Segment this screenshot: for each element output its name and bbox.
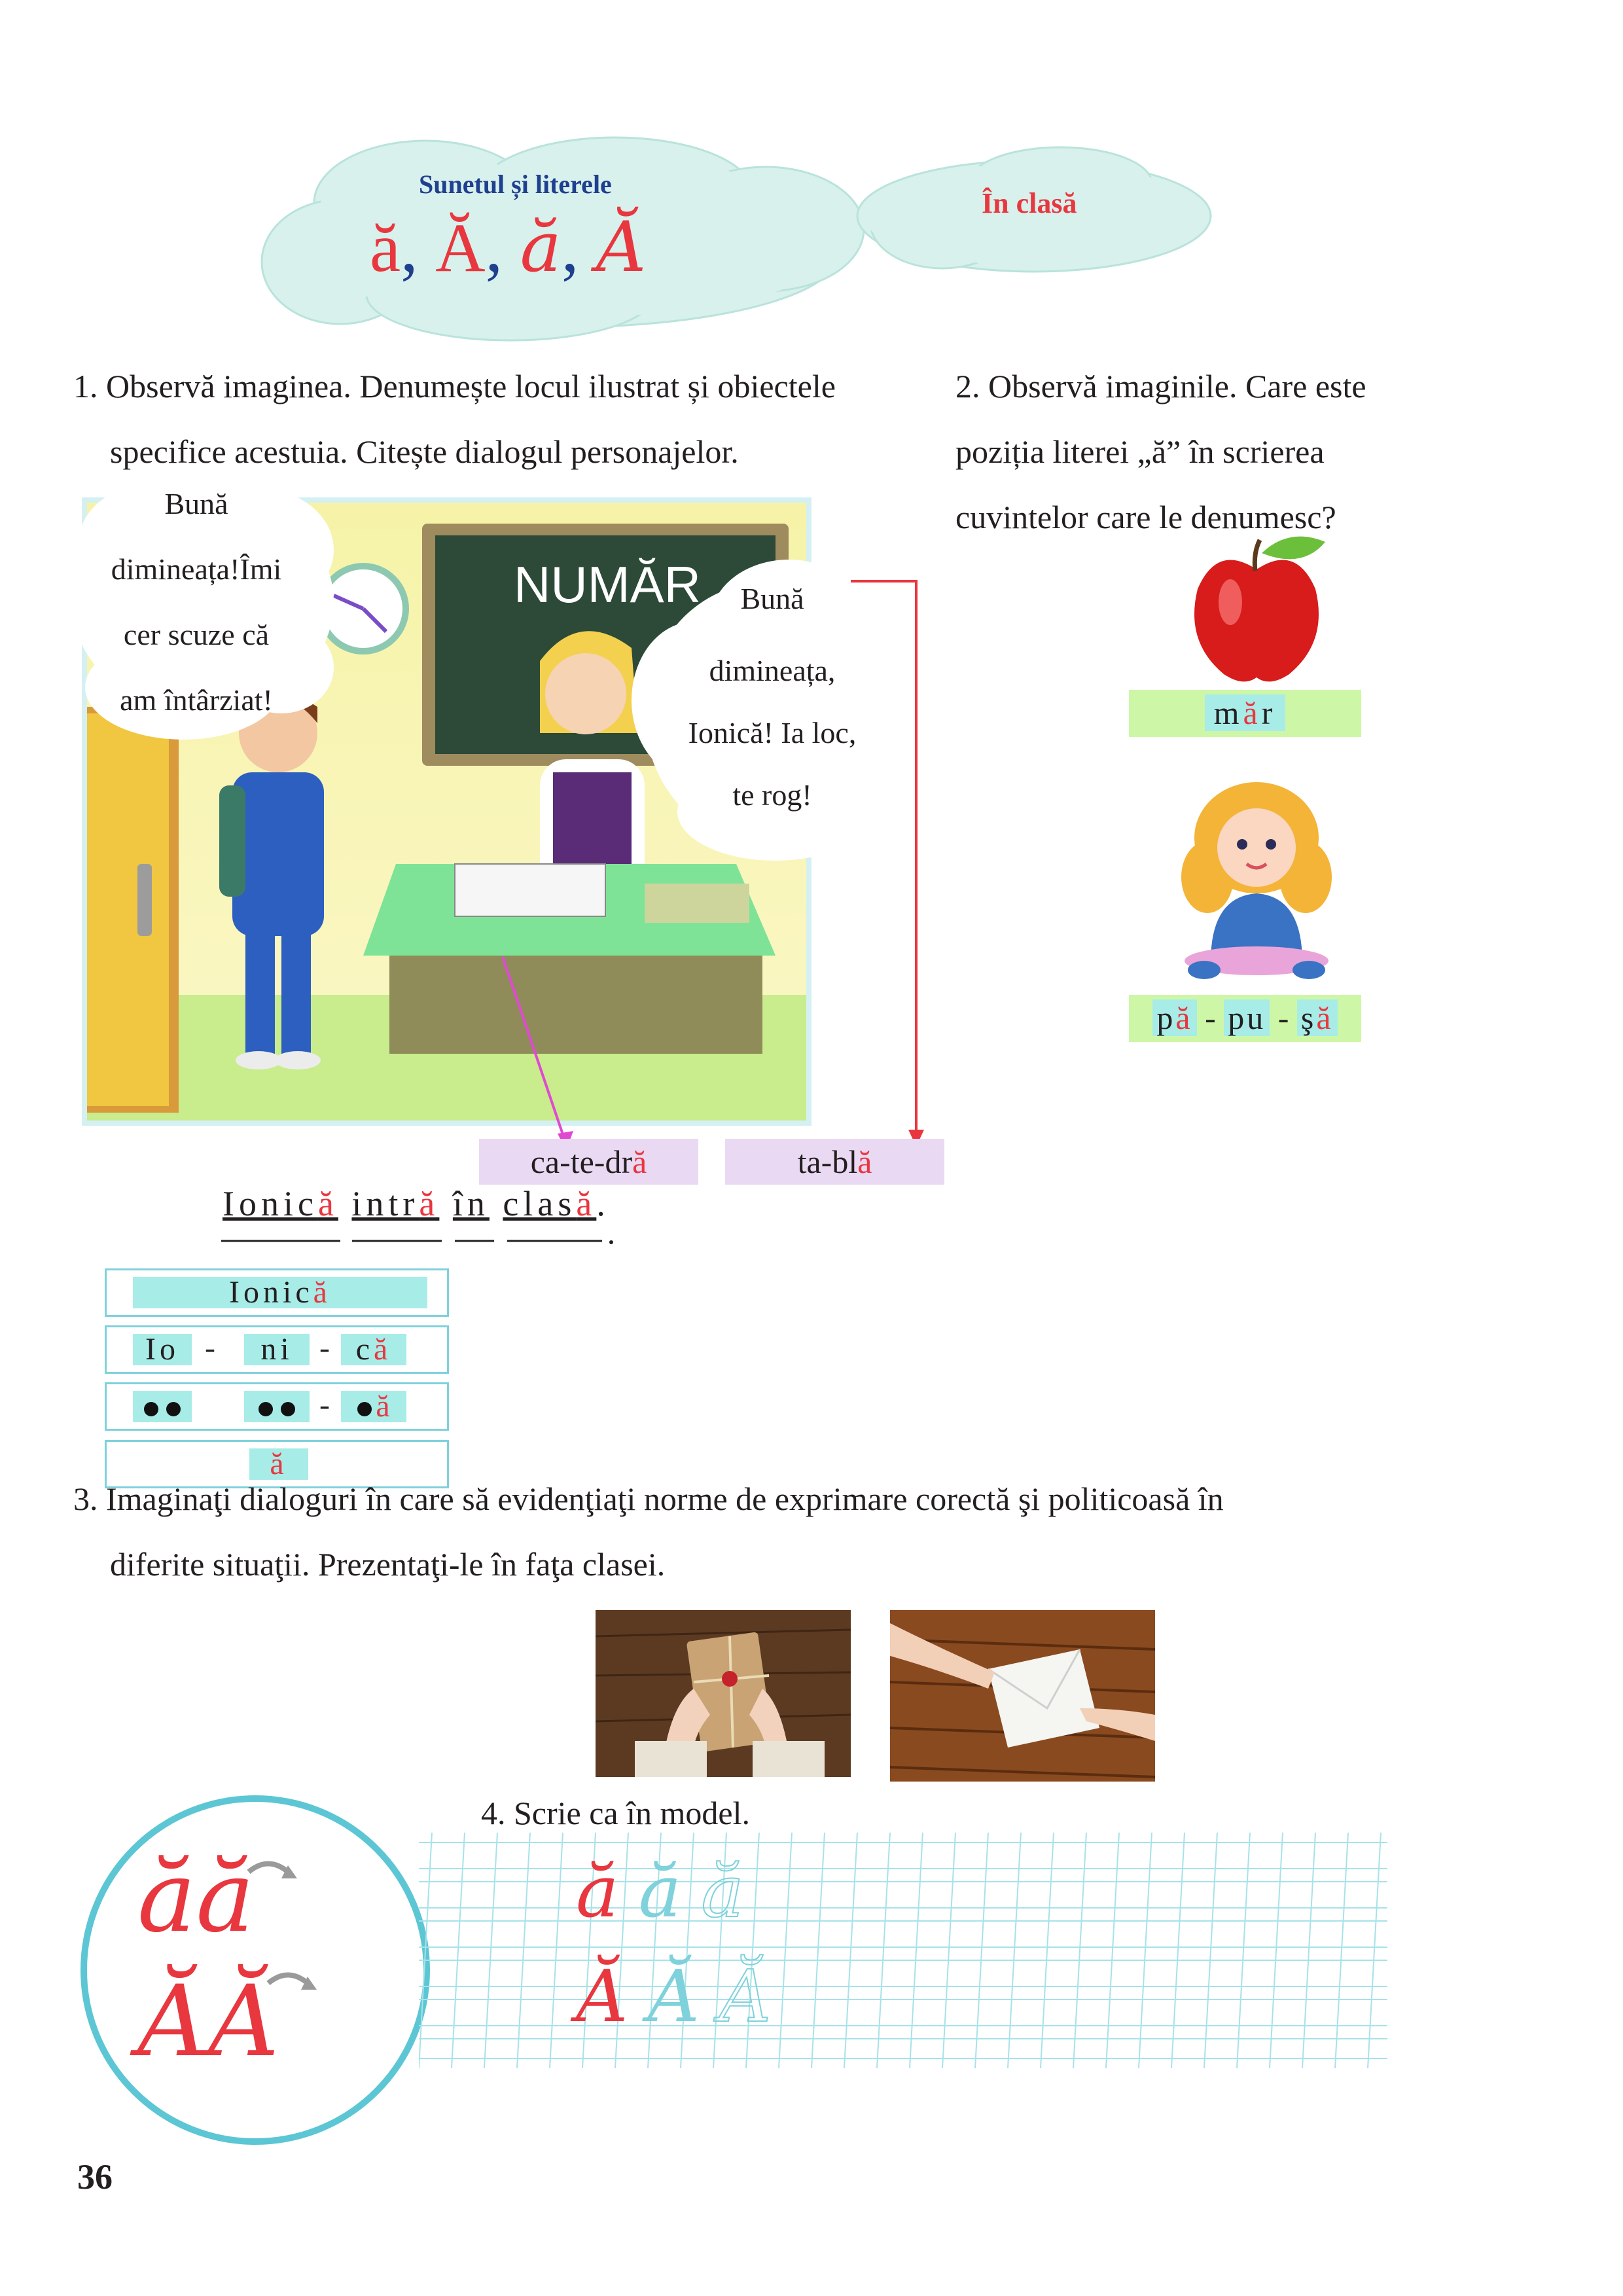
word-mar: măr — [1129, 690, 1361, 737]
letter-script-upper: Ă — [596, 207, 647, 287]
svg-text:ĂĂ: ĂĂ — [137, 1965, 279, 2079]
sound-group-2 — [244, 1391, 310, 1422]
page-number: 36 — [77, 2157, 113, 2197]
task3-line1: 3. Imaginaţi dialoguri în care să evidenţiaţi norme de exprimare corectă şi politicoasă în — [73, 1480, 1224, 1517]
lesson-letters: ă, Ă, ă, Ă — [370, 207, 647, 287]
practice-row-lower — [576, 1852, 764, 1931]
task2-line1: 2. Observă imaginile. Care este — [955, 368, 1366, 404]
syllable-row-syllables: Io - ni - că — [105, 1325, 449, 1374]
target-sound: ă — [249, 1448, 308, 1480]
sound-group-1 — [133, 1391, 192, 1422]
boy-line-2: dimineața!Îmi — [111, 552, 282, 586]
syllable-row-word — [105, 1268, 449, 1317]
task1-line1: 1. Observă imaginea. Denumește locul ilustrat și obiectele — [73, 368, 836, 404]
sentence-scheme-lines — [216, 1236, 622, 1249]
svg-text:ăă: ăă — [137, 1840, 255, 1954]
word-papusa: pă - pu - şă — [1129, 995, 1361, 1042]
word-cell: Ionică — [133, 1277, 427, 1308]
task4-label: 4. Scrie ca în model. — [481, 1795, 750, 1831]
teacher-line-3: Ionică! Ia loc, — [688, 716, 857, 749]
teacher-line-4: te rog! — [732, 778, 812, 812]
model-lower: ă — [576, 1850, 639, 1933]
letter-print-upper: Ă — [435, 209, 486, 286]
trace-upper-1: Ă — [647, 1954, 719, 2038]
syllable-row-sounds: - ă — [105, 1382, 449, 1431]
letter-print-lower: ă — [370, 209, 401, 286]
model-upper: Ă — [576, 1954, 648, 2038]
apple-picture — [1178, 530, 1335, 687]
boy-line-1: Bună — [164, 487, 228, 520]
syllable-3: că — [341, 1334, 406, 1365]
section-title: În clasă — [982, 187, 1077, 219]
boy-line-3: cer scuze că — [123, 618, 270, 651]
word-tabla: ta-blă — [725, 1139, 944, 1185]
trace-lower-1: ă — [638, 1850, 702, 1933]
word-catedra: ca-te-dră — [479, 1139, 698, 1185]
sound-group-3: ă — [341, 1391, 406, 1422]
sentence-word-4: clasă — [503, 1184, 597, 1223]
boy-line-4: am întârziat! — [120, 683, 273, 717]
sentence-word-2: intră — [351, 1184, 440, 1223]
sentence-word-1: Ionică — [223, 1184, 338, 1223]
photo-envelope — [890, 1610, 1155, 1782]
trace-upper-2: Ă — [719, 1954, 791, 2038]
lesson-subtitle: Sunetul și literele — [419, 170, 612, 199]
letter-script-lower: ă — [520, 207, 562, 287]
teacher-line-2: dimineața, — [709, 654, 836, 687]
writing-grid — [419, 1833, 1387, 2068]
example-sentence: Ionică intră în clasă. — [223, 1184, 610, 1223]
board-text: NUMĂR — [514, 556, 701, 613]
task1-line2: specifice acestuia. Citește dialogul personajelor. — [110, 433, 739, 470]
trace-lower-2: ă — [701, 1850, 764, 1933]
teacher-line-1: Bună — [740, 582, 804, 615]
syllable-1: Io — [133, 1334, 192, 1365]
task3-line2: diferite situaţii. Prezentaţi-le în faţa clasei. — [110, 1546, 666, 1583]
photo-gift — [596, 1610, 851, 1777]
task2-line2: poziția literei „ă” în scrierea — [955, 433, 1325, 470]
syllable-2: ni — [244, 1334, 310, 1365]
doll-picture — [1171, 779, 1342, 982]
sentence-word-3: în — [452, 1184, 490, 1223]
letter-model-circle — [72, 1787, 438, 2153]
practice-row-upper — [576, 1954, 791, 2038]
task2-line3: cuvintelor care le denumesc? — [955, 499, 1336, 535]
